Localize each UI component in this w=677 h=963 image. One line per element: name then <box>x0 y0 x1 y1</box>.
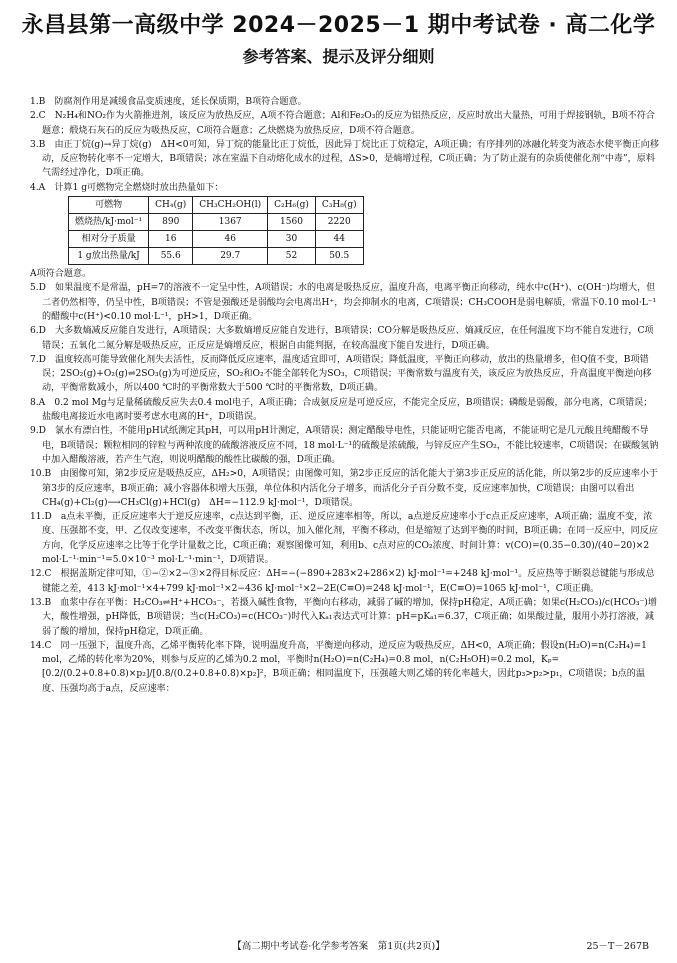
table-row <box>69 214 364 231</box>
answer-item-6: 6.D 大多数熵减反应能自发进行，A项错误；大多数熵增反应能自发进行，B项错误；CO分解是吸热反应、熵减反应，在任何温度下均不能自发进行，C项错误；五氧化二氮分解是吸热反应，正反应是熵增反应，根据自由能判据，在较高温度下能自发进行，D项正确。 <box>30 326 654 351</box>
answer-item-2: 2.C N₂H₄和NO₂作为火箭推进剂，该反应为放热反应，A项不符合题意；Al和Fe₂O₃的反应为铝热反应，反应时放出大量热，可用于焊接钢轨，B项不符合题意；煅烧石灰石的反应为吸热反应，C项符合题意；乙炔燃烧为放热反应，D项不符合题意。 <box>30 111 655 136</box>
answer-item-9: 9.D 氯水有漂白性，不能用pH试纸测定其pH，可以用pH计测定，A项错误；测定醋酸导电性，只能证明它能否电离，不能证明它是几元酸且纯醋酸不导电，B项错误；颗粒相同的锌粒与两种浓度的硫酸溶液反应不同，18 mol·L⁻¹的硫酸是浓硫酸，与锌反应产生SO₂，不能比较速率，C项错误；在碳酸氢钠中加入醋酸溶液，若产生气泡，则说明醋酸的酸性比碳酸的强，D项正确。 <box>30 426 659 465</box>
answer-item-14: 14.C 同一压强下，温度升高，乙烯平衡转化率下降，说明温度升高，平衡逆向移动，逆反应为吸热反应，ΔH<0，A项正确；假设n(H₂O)=n(C₂H₄)=1 mol，乙烯的转化率为20%，则参与反应的乙烯为0.2 mol，平衡时n(H₂O)=n(C₂H₄)=0.8 mol，n(C₂H₅OH)=0.2 mol，Kₚ=[0.2/(0.2+0.8+0.8)×p₂]/[0.8/(0.2+0.8+0.8)×p₂]²，B项正确；相同温度下，压强越大则乙烯的转化率越大，因此p₃>p₂>p₁，C项错误；b点的温度、压强均高于a点，反应速率： <box>30 640 647 694</box>
table-cell: 44 <box>315 231 363 248</box>
table-header-cell: CH₃CH₂OH(l) <box>193 197 268 214</box>
table-cell: 890 <box>149 214 193 231</box>
answer-item-12: 12.C 根据盖斯定律可知，①−②×2−③×2得目标反应：ΔH=−(−890+283×2+286×2) kJ·mol⁻¹=+248 kJ·mol⁻¹。反应热等于断裂总键能与形成总键能之差，413 kJ·mol⁻¹×4+799 kJ·mol⁻¹×2−436 kJ·mol⁻¹×2−2E(C≡O)=248 kJ·mol⁻¹，E(C≡O)=1065 kJ·mol⁻¹，C项正确。 <box>30 569 655 594</box>
table-header-cell: CH₄(g) <box>149 197 193 214</box>
table-header-cell: 可燃物 <box>69 197 149 214</box>
table-cell: 相对分子质量 <box>69 231 149 248</box>
answer-item-7: 7.D 温度较高可能导致催化剂失去活性，反而降低反应速率，温度适宜即可，A项错误；降低温度，平衡正向移动，放出的热量增多，但Q值不变，B项错误；2SO₂(g)+O₂(g)⇌2SO₃(g)为可逆反应，SO₂和O₂不能全部转化为SO₃，C项错误；平衡常数与温度有关，该反应为放热反应，升高温度平衡逆向移动，平衡常数减小，所以400 ℃时的平衡常数大于500 ℃时的平衡常数，D项正确。 <box>30 354 652 394</box>
answer-item-8: 8.A 0.2 mol Mg与足量稀硫酸反应失去0.4 mol电子，A项正确；合成氨反应是可逆反应，不能完全反应，B项错误；磷酸是弱酸，部分电离，C项错误；盐酸电离接近水电离时要考虑水电离的H⁺，D项错误。 <box>30 397 653 423</box>
table-cell: 46 <box>193 231 268 248</box>
table-header-row <box>69 197 364 214</box>
table-cell: 50.5 <box>315 248 363 265</box>
answer-item-3: 3.B 由正丁烷(g)→异丁烷(g) ΔH<0可知，异丁烷的能量比正丁烷低，因此异丁烷比正丁烷稳定，A项正确；有序排列的冰融化转变为液态水使平衡正向移动，反应物转化率不一定增大，B项错误；冰在室温下自动熔化成水的过程，ΔS>0，是熵增过程，C项正确；为了防止混有的杂质使催化剂“中毒”，原料气需经过净化，D项正确。 <box>30 139 659 179</box>
table-cell: 2220 <box>315 214 363 231</box>
footer-exam-code: 25－T－267B <box>586 941 649 952</box>
table-cell: 1560 <box>268 214 316 231</box>
answer-item-13: 13.B 血浆中存在平衡：H₂CO₃⇌H⁺+HCO₃⁻，若摄入碱性食物，平衡向右移动，减弱了碱的增加，保持pH稳定，A项正确；如果c(H₂CO₃)/c(HCO₃⁻)增大，酸性增强，pH降低，B项错误；当c(H₂CO₃)=c(HCO₃⁻)时代入Kₐ₁表达式可计算：pH=pKₐ₁=6.37，C项正确；如果酸过量，服用小苏打溶液，减弱了酸的增加，保持pH稳定，D项正确。 <box>30 597 657 637</box>
answer-item-1: 1.B 防腐剂作用是减缓食品变质速度，延长保质期，B项符合题意。 <box>30 97 307 107</box>
page-subtitle: 参考答案、提示及评分细则 <box>242 47 435 66</box>
table-cell: 29.7 <box>193 248 268 265</box>
footer-page-info: 【高二期中考试卷·化学参考答案 第1页(共2页)】 <box>232 941 445 952</box>
table-cell: 1 g放出热量/kJ <box>69 248 149 265</box>
answers-body <box>30 95 660 696</box>
table-cell: 16 <box>149 231 193 248</box>
table-cell: 55.6 <box>149 248 193 265</box>
table-row <box>69 231 364 248</box>
table-cell: 1367 <box>193 214 268 231</box>
combustion-table <box>68 196 364 265</box>
page-title: 永昌县第一高级中学 2024－2025－1 期中考试卷 · 高二化学 <box>21 13 656 38</box>
table-cell: 52 <box>268 248 316 265</box>
answer-item-4: 4.A 计算1 g可燃物完全燃烧时放出热量如下： <box>30 182 224 193</box>
table-header-cell: C₂H₆(g) <box>268 197 316 214</box>
table-cell: 燃烧热/kJ·mol⁻¹ <box>69 214 149 231</box>
answer-item-10: 10.B 由图像可知，第2步反应是吸热反应，ΔH₂>0，A项错误；由图像可知，第2步正反应的活化能大于第3步正反应的活化能，所以第2步的反应速率小于第3步的反应速率，B项正确；减小容器体积增大压强，单位体积内活化分子增多，而活化分子百分数不变，反应速率加快，C项错误；由图可以看出CH₄(g)+Cl₂(g)⟶CH₃Cl(g)+HCl(g) ΔH=−112.9 kJ·mol⁻¹，D项错误。 <box>30 469 659 508</box>
table-cell: 30 <box>268 231 316 248</box>
answer-item-11: 11.D a点未平衡，正反应速率大于逆反应速率，c点达到平衡，正、逆反应速率相等，所以，a点逆反应速率小于c点正反应速率，A项正确；温度不变，浓度、压强都不变，甲、乙仅改变速率，不改变平衡状态，所以，加入催化剂，平衡不移动，但是缩短了达到平衡的时间，B项正确；在同一反应中，同反应方向，化学反应速率之比等于化学计量数之比，C项正确；观察图像可知，利用b、c点对应的CO₂浓度、时间计算：v(CO)=(0.35−0.30)/(40−20)×2 mol·L⁻¹·min⁻¹=5.0×10⁻³ mol·L⁻¹·min⁻¹，D项错误。 <box>30 512 658 566</box>
answer-item-4-conclusion: A项符合题意。 <box>30 269 92 280</box>
table-row <box>69 248 364 265</box>
table-header-cell: C₃H₈(g) <box>315 197 363 214</box>
answer-item-5: 5.D 如果温度不是常温，pH=7的溶液不一定呈中性，A项错误；水的电离是吸热反应，温度升高，电离平衡正向移动，纯水中c(H⁺)、c(OH⁻)均增大，但二者仍然相等，仍呈中性，B项错误；不管是强酸还是弱酸均会电离出H⁺，均会抑制水的电离，C项错误；CH₃COOH是弱电解质，常温下0.10 mol·L⁻¹的醋酸中c(H⁺)<0.10 mol·L⁻¹，pH>1，D项正确。 <box>30 283 657 322</box>
